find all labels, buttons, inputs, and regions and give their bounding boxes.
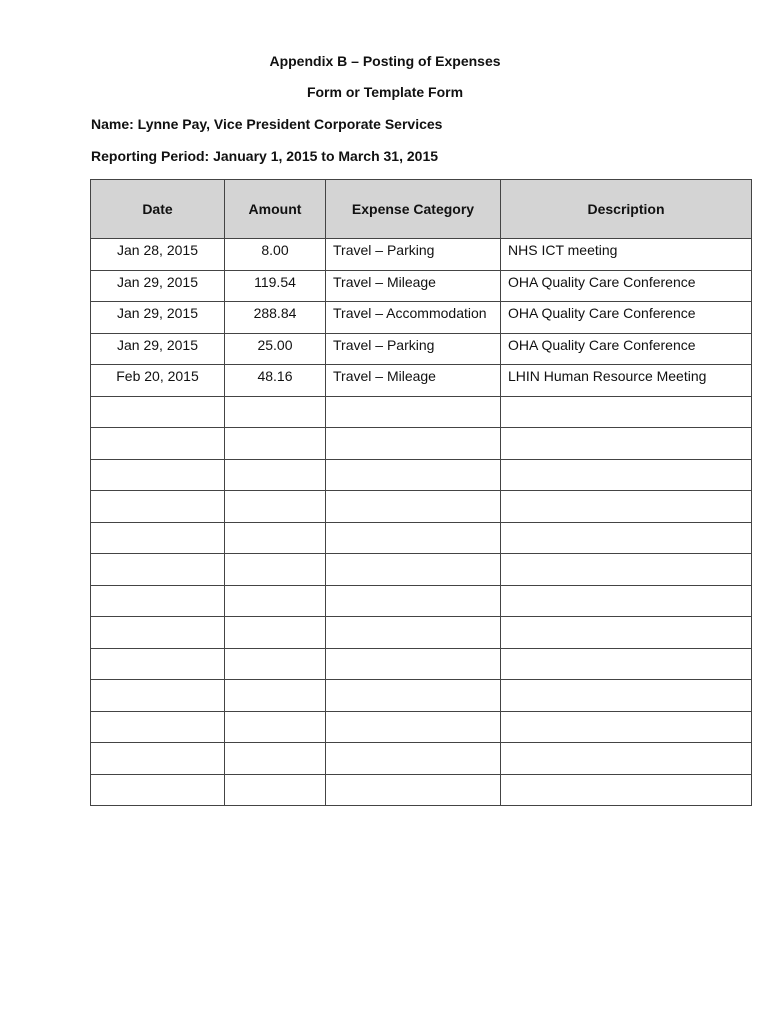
cell-date xyxy=(91,680,225,712)
cell-description: NHS ICT meeting xyxy=(501,239,752,271)
cell-date xyxy=(91,743,225,775)
table-row xyxy=(91,365,752,397)
table-row xyxy=(91,333,752,365)
cell-amount xyxy=(225,585,326,617)
cell-amount xyxy=(225,522,326,554)
cell-date: Jan 29, 2015 xyxy=(91,333,225,365)
cell-date xyxy=(91,459,225,491)
cell-expense-category xyxy=(326,617,501,649)
cell-expense-category xyxy=(326,774,501,806)
cell-amount xyxy=(225,774,326,806)
table-row xyxy=(91,428,752,460)
table-row xyxy=(91,302,752,334)
table-body xyxy=(91,239,752,806)
document-title: Appendix B – Posting of Expenses xyxy=(269,53,501,69)
cell-amount xyxy=(225,396,326,428)
table-header-row xyxy=(91,180,752,239)
cell-description xyxy=(501,491,752,523)
cell-description xyxy=(501,554,752,586)
cell-amount xyxy=(225,743,326,775)
cell-expense-category xyxy=(326,711,501,743)
header-expense-category: Expense Category xyxy=(326,180,501,239)
header-date: Date xyxy=(91,180,225,239)
cell-amount xyxy=(225,459,326,491)
cell-expense-category: Travel – Mileage xyxy=(326,365,501,397)
cell-amount xyxy=(225,491,326,523)
table-row xyxy=(91,522,752,554)
cell-amount: 119.54 xyxy=(225,270,326,302)
cell-expense-category xyxy=(326,428,501,460)
cell-date xyxy=(91,428,225,460)
cell-amount xyxy=(225,648,326,680)
cell-description xyxy=(501,522,752,554)
cell-expense-category xyxy=(326,743,501,775)
table-row xyxy=(91,554,752,586)
table-row xyxy=(91,459,752,491)
table-row xyxy=(91,711,752,743)
cell-expense-category xyxy=(326,585,501,617)
table-row xyxy=(91,239,752,271)
cell-expense-category xyxy=(326,522,501,554)
cell-expense-category xyxy=(326,491,501,523)
cell-description: OHA Quality Care Conference xyxy=(501,270,752,302)
cell-amount: 288.84 xyxy=(225,302,326,334)
cell-amount xyxy=(225,617,326,649)
name-line: Name: Lynne Pay, Vice President Corporate Services xyxy=(91,116,443,132)
cell-description xyxy=(501,648,752,680)
cell-date xyxy=(91,617,225,649)
cell-date xyxy=(91,774,225,806)
cell-expense-category: Travel – Parking xyxy=(326,239,501,271)
cell-expense-category: Travel – Parking xyxy=(326,333,501,365)
cell-expense-category xyxy=(326,396,501,428)
cell-expense-category xyxy=(326,459,501,491)
cell-expense-category xyxy=(326,554,501,586)
cell-description: OHA Quality Care Conference xyxy=(501,302,752,334)
cell-description xyxy=(501,459,752,491)
cell-expense-category: Travel – Mileage xyxy=(326,270,501,302)
cell-amount xyxy=(225,680,326,712)
cell-description: OHA Quality Care Conference xyxy=(501,333,752,365)
table-row xyxy=(91,680,752,712)
reporting-period-line: Reporting Period: January 1, 2015 to March 31, 2015 xyxy=(91,148,439,164)
cell-description xyxy=(501,617,752,649)
document-subtitle: Form or Template Form xyxy=(306,84,464,100)
cell-description xyxy=(501,743,752,775)
cell-description xyxy=(501,396,752,428)
cell-amount: 8.00 xyxy=(225,239,326,271)
cell-expense-category: Travel – Accommodation xyxy=(326,302,501,334)
cell-description xyxy=(501,428,752,460)
cell-amount: 48.16 xyxy=(225,365,326,397)
cell-expense-category xyxy=(326,680,501,712)
cell-date xyxy=(91,396,225,428)
cell-description: LHIN Human Resource Meeting xyxy=(501,365,752,397)
table-row xyxy=(91,396,752,428)
cell-expense-category xyxy=(326,648,501,680)
table-row xyxy=(91,270,752,302)
cell-date xyxy=(91,711,225,743)
cell-amount xyxy=(225,554,326,586)
cell-description xyxy=(501,711,752,743)
cell-amount: 25.00 xyxy=(225,333,326,365)
cell-date: Jan 29, 2015 xyxy=(91,270,225,302)
cell-date xyxy=(91,491,225,523)
cell-date xyxy=(91,522,225,554)
cell-date: Jan 29, 2015 xyxy=(91,302,225,334)
cell-description xyxy=(501,680,752,712)
table-row xyxy=(91,648,752,680)
cell-amount xyxy=(225,428,326,460)
table-row xyxy=(91,617,752,649)
cell-amount xyxy=(225,711,326,743)
expense-table xyxy=(90,179,752,806)
cell-date: Jan 28, 2015 xyxy=(91,239,225,271)
table-row xyxy=(91,491,752,523)
header-description: Description xyxy=(501,180,752,239)
table-row xyxy=(91,774,752,806)
cell-description xyxy=(501,774,752,806)
cell-date xyxy=(91,648,225,680)
cell-date: Feb 20, 2015 xyxy=(91,365,225,397)
header-amount: Amount xyxy=(225,180,326,239)
table-row xyxy=(91,743,752,775)
cell-date xyxy=(91,585,225,617)
cell-date xyxy=(91,554,225,586)
table-row xyxy=(91,585,752,617)
cell-description xyxy=(501,585,752,617)
